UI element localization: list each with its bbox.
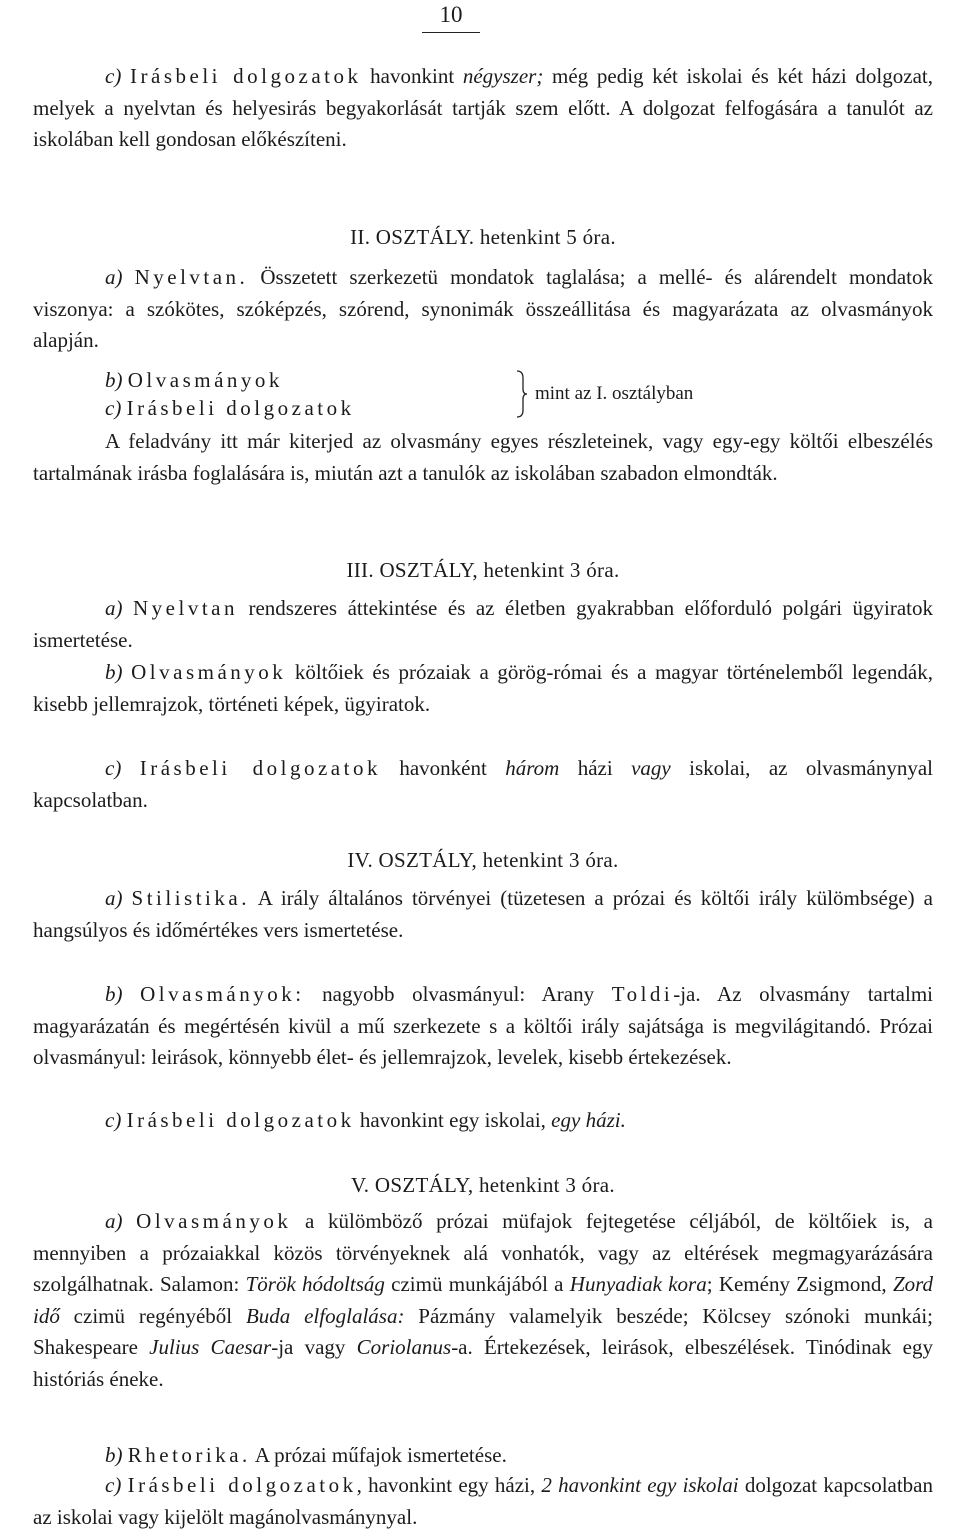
section-heading-class-5: V. OSZTÁLY, hetenkint 3 óra. (351, 1173, 615, 1197)
text-run: nagyobb olvasmányul: Arany (304, 982, 612, 1006)
text-run: -a. Értekezések, leirások, elbeszélések. Tinódinak egy históriás éneke. (33, 1335, 933, 1391)
text-run: még pedig két iskolai és két házi dolgozat, melyek a nyelvtan és helyesirás begyakorlását tartják szem előtt. A dolgozat felfogására a tanulót az iskolában kell gondosan előkészíteni. (33, 64, 933, 151)
item-heading: Irásbeli dolgozatok (126, 396, 355, 420)
spaced-run: Toldi (611, 982, 674, 1006)
item-heading: Olvasmányok (127, 368, 283, 392)
item-label: c) (105, 1108, 122, 1132)
paragraph-iii-grammar (33, 593, 933, 656)
text-run: dolgozat kapcsolatban az iskolai vagy kijelölt magánolvasmánynyal. (33, 1473, 934, 1529)
item-heading: Irásbeli dolgozatok (126, 1108, 355, 1132)
italic-run: Török hódoltság (245, 1272, 385, 1296)
brace-group (105, 366, 865, 422)
paragraph-iv-written-work (33, 1105, 933, 1137)
item-heading: Rhetorika. (127, 1443, 251, 1467)
item-label: a) (105, 1209, 123, 1233)
text-run: -ja. Az olvasmány tartalmi magyarázatán és megértésén kivül a mű szerkezete s a költői irály sajátsága is megvilágitandó. Prózai olvasmányul: leirások, könnyebb élet- és jellemrajzok, levelek, kisebb értekezések. (33, 982, 933, 1069)
item-label: c) (105, 756, 122, 780)
italic-run: három (505, 756, 560, 780)
text-run: iskolai, az olvasmánynyal kapcsolatban. (33, 756, 934, 812)
paragraph-iv-stylistics (33, 883, 933, 946)
item-label: c) (105, 1473, 122, 1497)
text-run: , havonkint egy házi, (356, 1473, 542, 1497)
italic-run: Zord idő (33, 1272, 934, 1328)
paragraph-i-written-work (33, 61, 933, 156)
brace-annotation: mint az I. osztályban (535, 383, 694, 404)
italic-run: vagy (631, 756, 671, 780)
italic-run: egy házi. (551, 1108, 626, 1132)
text-run: havonkint (361, 64, 463, 88)
text-run: a külömböző prózai müfajok fejtegetése céljából, de költőiek is, a mennyiben a prózaiakkal közös törvényeknek alá vonhatók, vagy az eltérések megmagyarázására szolgálhatnak. Salamon: (33, 1209, 933, 1296)
text-run: -ja vagy (271, 1335, 357, 1359)
item-heading: Olvasmányok: (140, 982, 305, 1006)
item-label: a) (105, 886, 123, 910)
text-run: czimü munkájából a (384, 1272, 570, 1296)
italic-run: Hunyadiak kora (569, 1272, 707, 1296)
brace-row-written (105, 394, 865, 422)
italic-run: Coriolanus (356, 1335, 452, 1359)
item-label: b) (105, 660, 123, 684)
paragraph-v-reading (33, 1206, 933, 1395)
item-heading: Nyelvtan (133, 596, 238, 620)
text-run: A irály általános törvényei (tüzetesen a prózai és költői irály külömbsége) a hangsúlyos és időmértékes vers ismertetése. (33, 886, 933, 942)
italic-run: Buda elfoglalása: (245, 1303, 405, 1328)
text-run: czimü regényéből (59, 1303, 246, 1328)
text-run: házi (559, 756, 632, 780)
text-run: havonként (380, 756, 506, 780)
brace-row-reading (105, 366, 865, 394)
italic-run: Julius Caesar (149, 1335, 272, 1359)
section-heading-class-2: II. OSZTÁLY. hetenkint 5 óra. (350, 225, 616, 249)
text-run: Pázmány valamelyik beszéde; Kölcsey szónoki munkái; Shakespeare (33, 1303, 933, 1359)
item-heading: Stilistika. (131, 886, 250, 910)
item-heading: Irásbeli dolgozatok (127, 1473, 357, 1497)
paragraph-iii-written-work (33, 753, 933, 816)
paragraph-iv-reading (33, 979, 933, 1074)
item-label: c) (105, 64, 122, 88)
text-run: költőiek és prózaiak a görög-római és a magyar történelemből legendák, kisebb jellemrajzok, történeti képek, ügyiratok. (33, 660, 934, 716)
italic-run: 2 havonkint egy iskolai (541, 1473, 739, 1497)
item-heading: Olvasmányok (131, 660, 287, 684)
item-label: b) (105, 1443, 123, 1467)
item-label: a) (105, 265, 123, 289)
italic-run: négyszer; (462, 64, 544, 88)
item-heading: Irásbeli dolgozatok (139, 756, 381, 780)
text-run: ; Kemény Zsigmond, (706, 1272, 893, 1296)
item-label: c) (105, 396, 122, 420)
curly-brace-icon (515, 370, 527, 418)
paragraph-v-rhetoric (33, 1440, 933, 1472)
text-run: Összetett szerkezetü mondatok taglalása; a mellé- és alárendelt mondatok viszonya: a szókötes, szóképzés, szórend, synonimák összeállitása és magyarázata az olvasmányok alapján. (33, 265, 934, 352)
section-heading-class-4: IV. OSZTÁLY, hetenkint 3 óra. (347, 848, 619, 872)
item-label: a) (105, 596, 123, 620)
paragraph-iii-reading (33, 657, 933, 720)
paragraph-v-written-work (33, 1470, 933, 1533)
item-label: b) (105, 368, 123, 392)
text-run: havonkint egy iskolai, (354, 1108, 552, 1132)
item-heading: Nyelvtan. (134, 265, 249, 289)
text-run: rendszeres áttekintése és az életben gyakrabban előforduló polgári ügyiratok ismertetése. (33, 596, 933, 652)
item-label: b) (105, 982, 123, 1006)
paragraph-ii-grammar (33, 262, 933, 357)
item-heading: Olvasmányok (136, 1209, 292, 1233)
item-heading: Irásbeli dolgozatok (130, 64, 362, 88)
paragraph-ii-assignment: A feladvány itt már kiterjed az olvasmány egyes részleteinek, vagy egy-egy költői elbeszélés tartalmának irásba foglalására is, miután azt a tanulók az iskolában szabadon elmondták. (33, 429, 933, 485)
section-heading-class-3: III. OSZTÁLY, hetenkint 3 óra. (346, 558, 620, 582)
page-number: 10 (422, 0, 480, 33)
text-run: A prózai műfajok ismertetése. (250, 1443, 507, 1467)
